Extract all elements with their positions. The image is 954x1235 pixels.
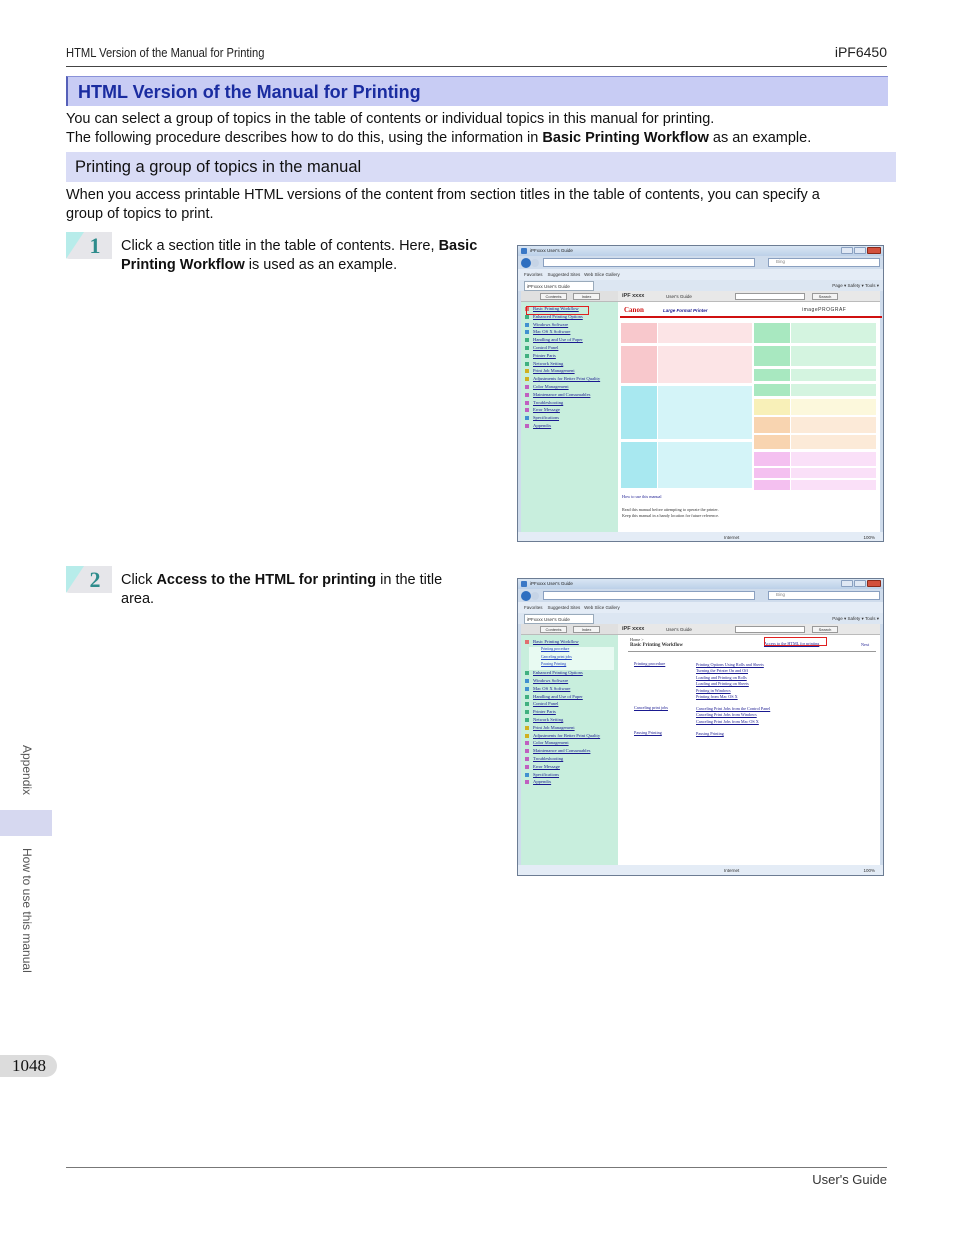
toc-item: Basic Printing Workflow bbox=[525, 639, 614, 647]
browser-page: Contents Index Basic Printing Workflow Enhanced Printing Options Windows Software Mac OS X Software Handling and Use of Paper Control Panel Printer Parts Network Setting Print Job Management Adjustments for Better Print Quality Color Management Maintenance and Consumables Troubleshooting Error Message Specifications Appendix iPF xxxx User's Guide Search Canon Large Format Printer imagePROGRAF How to use this manual Read this manual before attempting to operate the printer. Keep this manual in a handy location for future reference. bbox=[521, 291, 880, 532]
step-1-badge bbox=[66, 232, 112, 259]
forward-icon bbox=[531, 592, 539, 600]
home-content: Canon Large Format Printer imagePROGRAF How to use this manual Read this manual before attempting to operate the printer. Keep this manual in a handy location for future reference. bbox=[618, 302, 880, 532]
search-box: Bing bbox=[768, 591, 880, 600]
maximize-icon bbox=[854, 580, 866, 587]
back-icon bbox=[521, 258, 531, 268]
back-icon bbox=[521, 591, 531, 601]
toc-item: Control Panel bbox=[525, 701, 614, 709]
toc-item: Printer Parts bbox=[525, 353, 614, 361]
subsection-line-1: When you access printable HTML versions of the content from section titles in the table of contents, you can specify a bbox=[66, 187, 820, 203]
step-2-badge bbox=[66, 566, 112, 593]
toc-item: Appendix bbox=[525, 423, 614, 431]
status-bar: Internet 100% bbox=[518, 532, 883, 542]
close-icon bbox=[867, 247, 881, 254]
step-1-text: Click a section title in the table of contents. Here, Basic Printing Workflow is used as an example. bbox=[121, 238, 478, 273]
toc-subitem: Pausing Printing bbox=[529, 662, 614, 670]
toc-item: Troubleshooting bbox=[525, 400, 614, 408]
highlight-access-html-link bbox=[764, 637, 827, 646]
toc-item: Adjustments for Better Print Quality bbox=[525, 376, 614, 384]
favorites-bar: Favorites Suggested Sites Web Slice Gallery bbox=[518, 602, 883, 613]
toc-item: Basic Printing Workflow bbox=[525, 306, 614, 314]
subsection-title: Printing a group of topics in the manual bbox=[75, 158, 362, 176]
close-icon bbox=[867, 580, 881, 587]
step-2-text: Click Access to the HTML for printing in the title area. bbox=[121, 572, 443, 607]
toc-item: Enhanced Printing Options bbox=[525, 670, 614, 678]
toc-item: Handling and Use of Paper bbox=[525, 694, 614, 702]
topic-links: Pausing Printing bbox=[696, 731, 724, 736]
toc-item: Specifications bbox=[525, 415, 614, 423]
footer-divider bbox=[66, 1167, 887, 1168]
side-tab-how-to-use: How to use this manual bbox=[20, 848, 34, 973]
toc-item: Network Setting bbox=[525, 361, 614, 369]
forward-icon bbox=[531, 259, 539, 267]
toc-item: Adjustments for Better Print Quality bbox=[525, 733, 614, 741]
intro-line-1: You can select a group of topics in the table of contents or individual topics in this manual for printing. bbox=[66, 111, 715, 127]
toc-item: Control Panel bbox=[525, 345, 614, 353]
subsection-line-2: group of topics to print. bbox=[66, 206, 214, 222]
toc-item: Windows Software bbox=[525, 678, 614, 686]
workflow-content: Home > Basic Printing Workflow Access to the HTML for printing Next Printing procedure Printing Options Using Rolls and Sheets Turning the Printer On and Off Loading and Printing on Rolls Loading and Printing on Sheets Printing in Windows Printing from Mac OS X Canceling print jobs Canceling Print Jobs from the Control Panel Canceling Print Jobs from Windows Canceling Print Jobs from Mac OS X Pausing Printing Pausing Printing bbox=[618, 635, 880, 865]
minimize-icon bbox=[841, 580, 853, 587]
highlight-basic-printing-workflow bbox=[526, 306, 589, 315]
toc-item: Error Message bbox=[525, 407, 614, 415]
screenshot-workflow-page: iPFxxxx User's Guide Bing Favorites Suggested Sites Web Slice Gallery iPFxxxx User's Guide Page ▾ Safety ▾ Tools ▾ Contents Index Basic Printing Workflow Printing procedure Canceling print jobs Pausing Printing Enhanced Printing Options Windows Software Mac OS X Software Handling and Use of Paper Control Panel Printer Parts Network Setting Print Job Management Adjustments for Better Print Quality Color Management Maintenance and Consumables Troubleshooting Error Message Specifications Appendix iPF xxxx User's Guide Search Home > Basic Printing Workflow Access to the HTML for printing Next Printing procedure Printing Options Using Rolls and Sheets Turning the Printer On and Off Loading and Printing on Rolls Loading and Printing on Sheets Printing in Windows Printing from Mac OS X Canceling print jobs Canceling Print Jobs from the Control Panel Canceling Print Jobs from Windows Canceling Print Jobs from Mac OS X Pausing Printing Pausing Printing Internet 100% bbox=[517, 578, 884, 876]
ie-icon bbox=[521, 248, 527, 254]
toc-sidebar: Contents Index Basic Printing Workflow Enhanced Printing Options Windows Software Mac OS X Software Handling and Use of Paper Control Panel Printer Parts Network Setting Print Job Management Adjustments for Better Print Quality Color Management Maintenance and Consumables Troubleshooting Error Message Specifications Appendix bbox=[521, 291, 618, 532]
address-bar bbox=[543, 591, 755, 600]
intro-bold-term: Basic Printing Workflow bbox=[542, 130, 709, 146]
header-divider bbox=[66, 66, 887, 67]
intro-line-2: The following procedure describes how to do this, using the information in Basic Printing Workflow as an example. bbox=[66, 130, 812, 146]
toc-item: Print Job Management bbox=[525, 368, 614, 376]
toc-item: Printer Parts bbox=[525, 709, 614, 717]
toc-item: Error Message bbox=[525, 764, 614, 772]
browser-tab: iPFxxxx User's Guide bbox=[524, 281, 594, 291]
toc-sidebar: Contents Index Basic Printing Workflow Printing procedure Canceling print jobs Pausing Printing Enhanced Printing Options Windows Software Mac OS X Software Handling and Use of Paper Control Panel Printer Parts Network Setting Print Job Management Adjustments for Better Print Quality Color Management Maintenance and Consumables Troubleshooting Error Message Specifications Appendix bbox=[521, 624, 618, 865]
section-link: Canceling print jobs bbox=[634, 705, 668, 710]
access-html-link: Access to the HTML for printing bbox=[764, 641, 820, 646]
topic-links: Canceling Print Jobs from the Control Panel Canceling Print Jobs from Windows Canceling Print Jobs from Mac OS X bbox=[696, 706, 771, 724]
minimize-icon bbox=[841, 247, 853, 254]
toc-item: Print Job Management bbox=[525, 725, 614, 733]
toc-subitem: Printing procedure bbox=[529, 647, 614, 655]
intro-paragraph bbox=[66, 110, 811, 148]
running-header-title: HTML Version of the Manual for Printing bbox=[66, 45, 265, 60]
toc-item: Troubleshooting bbox=[525, 756, 614, 764]
browser-page: Contents Index Basic Printing Workflow Printing procedure Canceling print jobs Pausing Printing Enhanced Printing Options Windows Software Mac OS X Software Handling and Use of Paper Control Panel Printer Parts Network Setting Print Job Management Adjustments for Better Print Quality Color Management Maintenance and Consumables Troubleshooting Error Message Specifications Appendix iPF xxxx User's Guide Search Home > Basic Printing Workflow Access to the HTML for printing Next Printing procedure Printing Options Using Rolls and Sheets Turning the Printer On and Off Loading and Printing on Rolls Loading and Printing on Sheets Printing in Windows Printing from Mac OS X Canceling print jobs Canceling Print Jobs from the Control Panel Canceling Print Jobs from Windows Canceling Print Jobs from Mac OS X Pausing Printing Pausing Printing bbox=[521, 624, 880, 865]
toc-item: Color Management bbox=[525, 384, 614, 392]
section-title: HTML Version of the Manual for Printing bbox=[78, 82, 421, 102]
topic-links: Printing Options Using Rolls and Sheets Turning the Printer On and Off Loading and Printing on Rolls Loading and Printing on Sheets Printing in Windows Printing from Mac OS X bbox=[696, 662, 764, 700]
toc-item: Mac OS X Software bbox=[525, 329, 614, 337]
footer-title: User's Guide bbox=[812, 1172, 887, 1187]
subsection-title-bar bbox=[66, 152, 896, 182]
favorites-bar: Favorites Suggested Sites Web Slice Gallery bbox=[518, 269, 883, 280]
section-link: Printing procedure bbox=[634, 661, 666, 666]
toc-item: Maintenance and Consumables bbox=[525, 392, 614, 400]
toc-item: Handling and Use of Paper bbox=[525, 337, 614, 345]
toc-item: Mac OS X Software bbox=[525, 686, 614, 694]
toc-item: Windows Software bbox=[525, 322, 614, 330]
status-bar: Internet 100% bbox=[518, 865, 883, 876]
toc-item: Color Management bbox=[525, 740, 614, 748]
page-number: 1048 bbox=[12, 1056, 46, 1075]
browser-tab: iPFxxxx User's Guide bbox=[524, 614, 594, 624]
toc-subitem: Canceling print jobs bbox=[529, 655, 614, 663]
toc-item: Appendix bbox=[525, 779, 614, 787]
search-box: Bing bbox=[768, 258, 880, 267]
toc-item: Enhanced Printing Options bbox=[525, 314, 614, 322]
running-header-model: iPF6450 bbox=[834, 44, 887, 60]
how-to-use-link: How to use this manual bbox=[622, 494, 662, 499]
ie-icon bbox=[521, 581, 527, 587]
address-bar bbox=[543, 258, 755, 267]
toc-item: Specifications bbox=[525, 772, 614, 780]
toc-item: Maintenance and Consumables bbox=[525, 748, 614, 756]
step-1-number: 1 bbox=[89, 233, 101, 258]
side-tab-marker bbox=[0, 810, 52, 836]
toc-item: Network Setting bbox=[525, 717, 614, 725]
section-title-bar bbox=[66, 76, 888, 106]
maximize-icon bbox=[854, 247, 866, 254]
section-link: Pausing Printing bbox=[634, 730, 662, 735]
screenshot-toc-page: iPFxxxx User's Guide Bing Favorites Suggested Sites Web Slice Gallery iPFxxxx User's Guide Page ▾ Safety ▾ Tools ▾ Contents Index Basic Printing Workflow Enhanced Printing Options Windows Software Mac OS X Software Handling and Use of Paper Control Panel Printer Parts Network Setting Print Job Management Adjustments for Better Print Quality Color Management Maintenance and Consumables Troubleshooting Error Message Specifications Appendix iPF xxxx User's Guide Search Canon Large Format Printer imagePROGRAF How to use this manual Read this manual before attempting to operate the printer. Keep this manual in a handy location for future reference. Internet 100% bbox=[517, 245, 884, 542]
page-number-tab bbox=[0, 1055, 57, 1077]
side-tab-appendix: Appendix bbox=[20, 745, 34, 796]
step-2-number: 2 bbox=[89, 567, 101, 592]
subsection-paragraph bbox=[66, 186, 820, 224]
